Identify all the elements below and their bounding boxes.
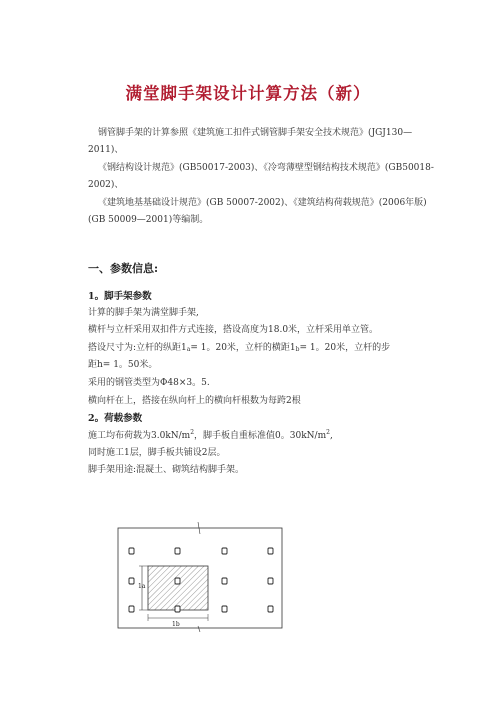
subsection-heading-load: 2。荷载参数 <box>88 413 143 424</box>
load-text-a: 施工均布荷载为3.0kN/m <box>88 431 191 441</box>
scaffold-type-line: 计算的脚手架为满堂脚手架, <box>88 308 199 318</box>
subscript-b: b <box>295 346 300 353</box>
dimension-text-a: 搭设尺寸为:立杆的纵距1 <box>88 343 187 353</box>
load-text-b: ，脚手板自重标准值0。30kN/m <box>194 431 327 441</box>
post <box>222 606 227 612</box>
section-heading-params: 一、参数信息: <box>88 262 159 275</box>
post <box>129 578 134 584</box>
step-distance-line: 距h= 1。50米。 <box>88 360 158 370</box>
label-lb: 1b <box>172 621 180 628</box>
label-la: 1a <box>138 583 146 590</box>
intro-paragraph-1: 钢管脚手架的计算参照《建筑施工扣件式钢管脚手架安全技术规范》(JGJ130—2011)、 <box>88 128 413 155</box>
post <box>222 548 227 554</box>
intro-paragraph-3: 《建筑地基基础设计规范》(GB 50007-2002)、《建筑结构荷载规范》(2006年版)(GB 50009—2001)等编制。 <box>88 198 427 225</box>
intro-paragraph-2: 《钢结构设计规范》(GB50017-2003)、《冷弯薄壁型钢结构技术规范》(GB50018-2002)、 <box>88 163 434 190</box>
post <box>129 548 134 554</box>
subscript-a: a <box>186 346 191 353</box>
page-title: 满堂脚手架设计计算方法（新） <box>125 84 371 103</box>
post <box>268 578 273 584</box>
post <box>175 606 180 612</box>
hatched-bay <box>148 566 208 610</box>
dimension-text-b: = 1。20米，立杆的横距1 <box>190 343 296 353</box>
subsection-heading-scaffold: 1。脚手架参数 <box>88 291 152 302</box>
connection-line: 横杆与立杆采用双扣件方式连接，搭设高度为18.0米，立杆采用单立管。 <box>88 325 379 335</box>
post <box>129 606 134 612</box>
post <box>268 548 273 554</box>
dimension-text-c: = 1。20米，立杆的步 <box>299 343 391 353</box>
superscript-2: 2 <box>326 429 330 436</box>
layers-line: 同时施工1层，脚手板共铺设2层。 <box>88 448 226 458</box>
usage-line: 脚手架用途:混凝土、砌筑结构脚手架。 <box>88 465 245 475</box>
post <box>175 548 180 554</box>
post-row-1 <box>129 548 273 554</box>
pipe-type-line: 采用的钢管类型为Φ48×3。5. <box>88 378 210 388</box>
post <box>222 578 227 584</box>
superscript-1: 2 <box>190 429 195 436</box>
crossbar-line: 横向杆在上，搭接在纵向杆上的横向杆根数为每跨2根 <box>88 396 301 406</box>
scaffold-plan-diagram <box>112 522 288 632</box>
post <box>268 606 273 612</box>
load-line <box>88 428 434 441</box>
load-text-c: , <box>329 431 333 441</box>
post <box>175 578 180 584</box>
break-mark-bottom <box>198 626 200 632</box>
dimension-line <box>88 340 434 353</box>
